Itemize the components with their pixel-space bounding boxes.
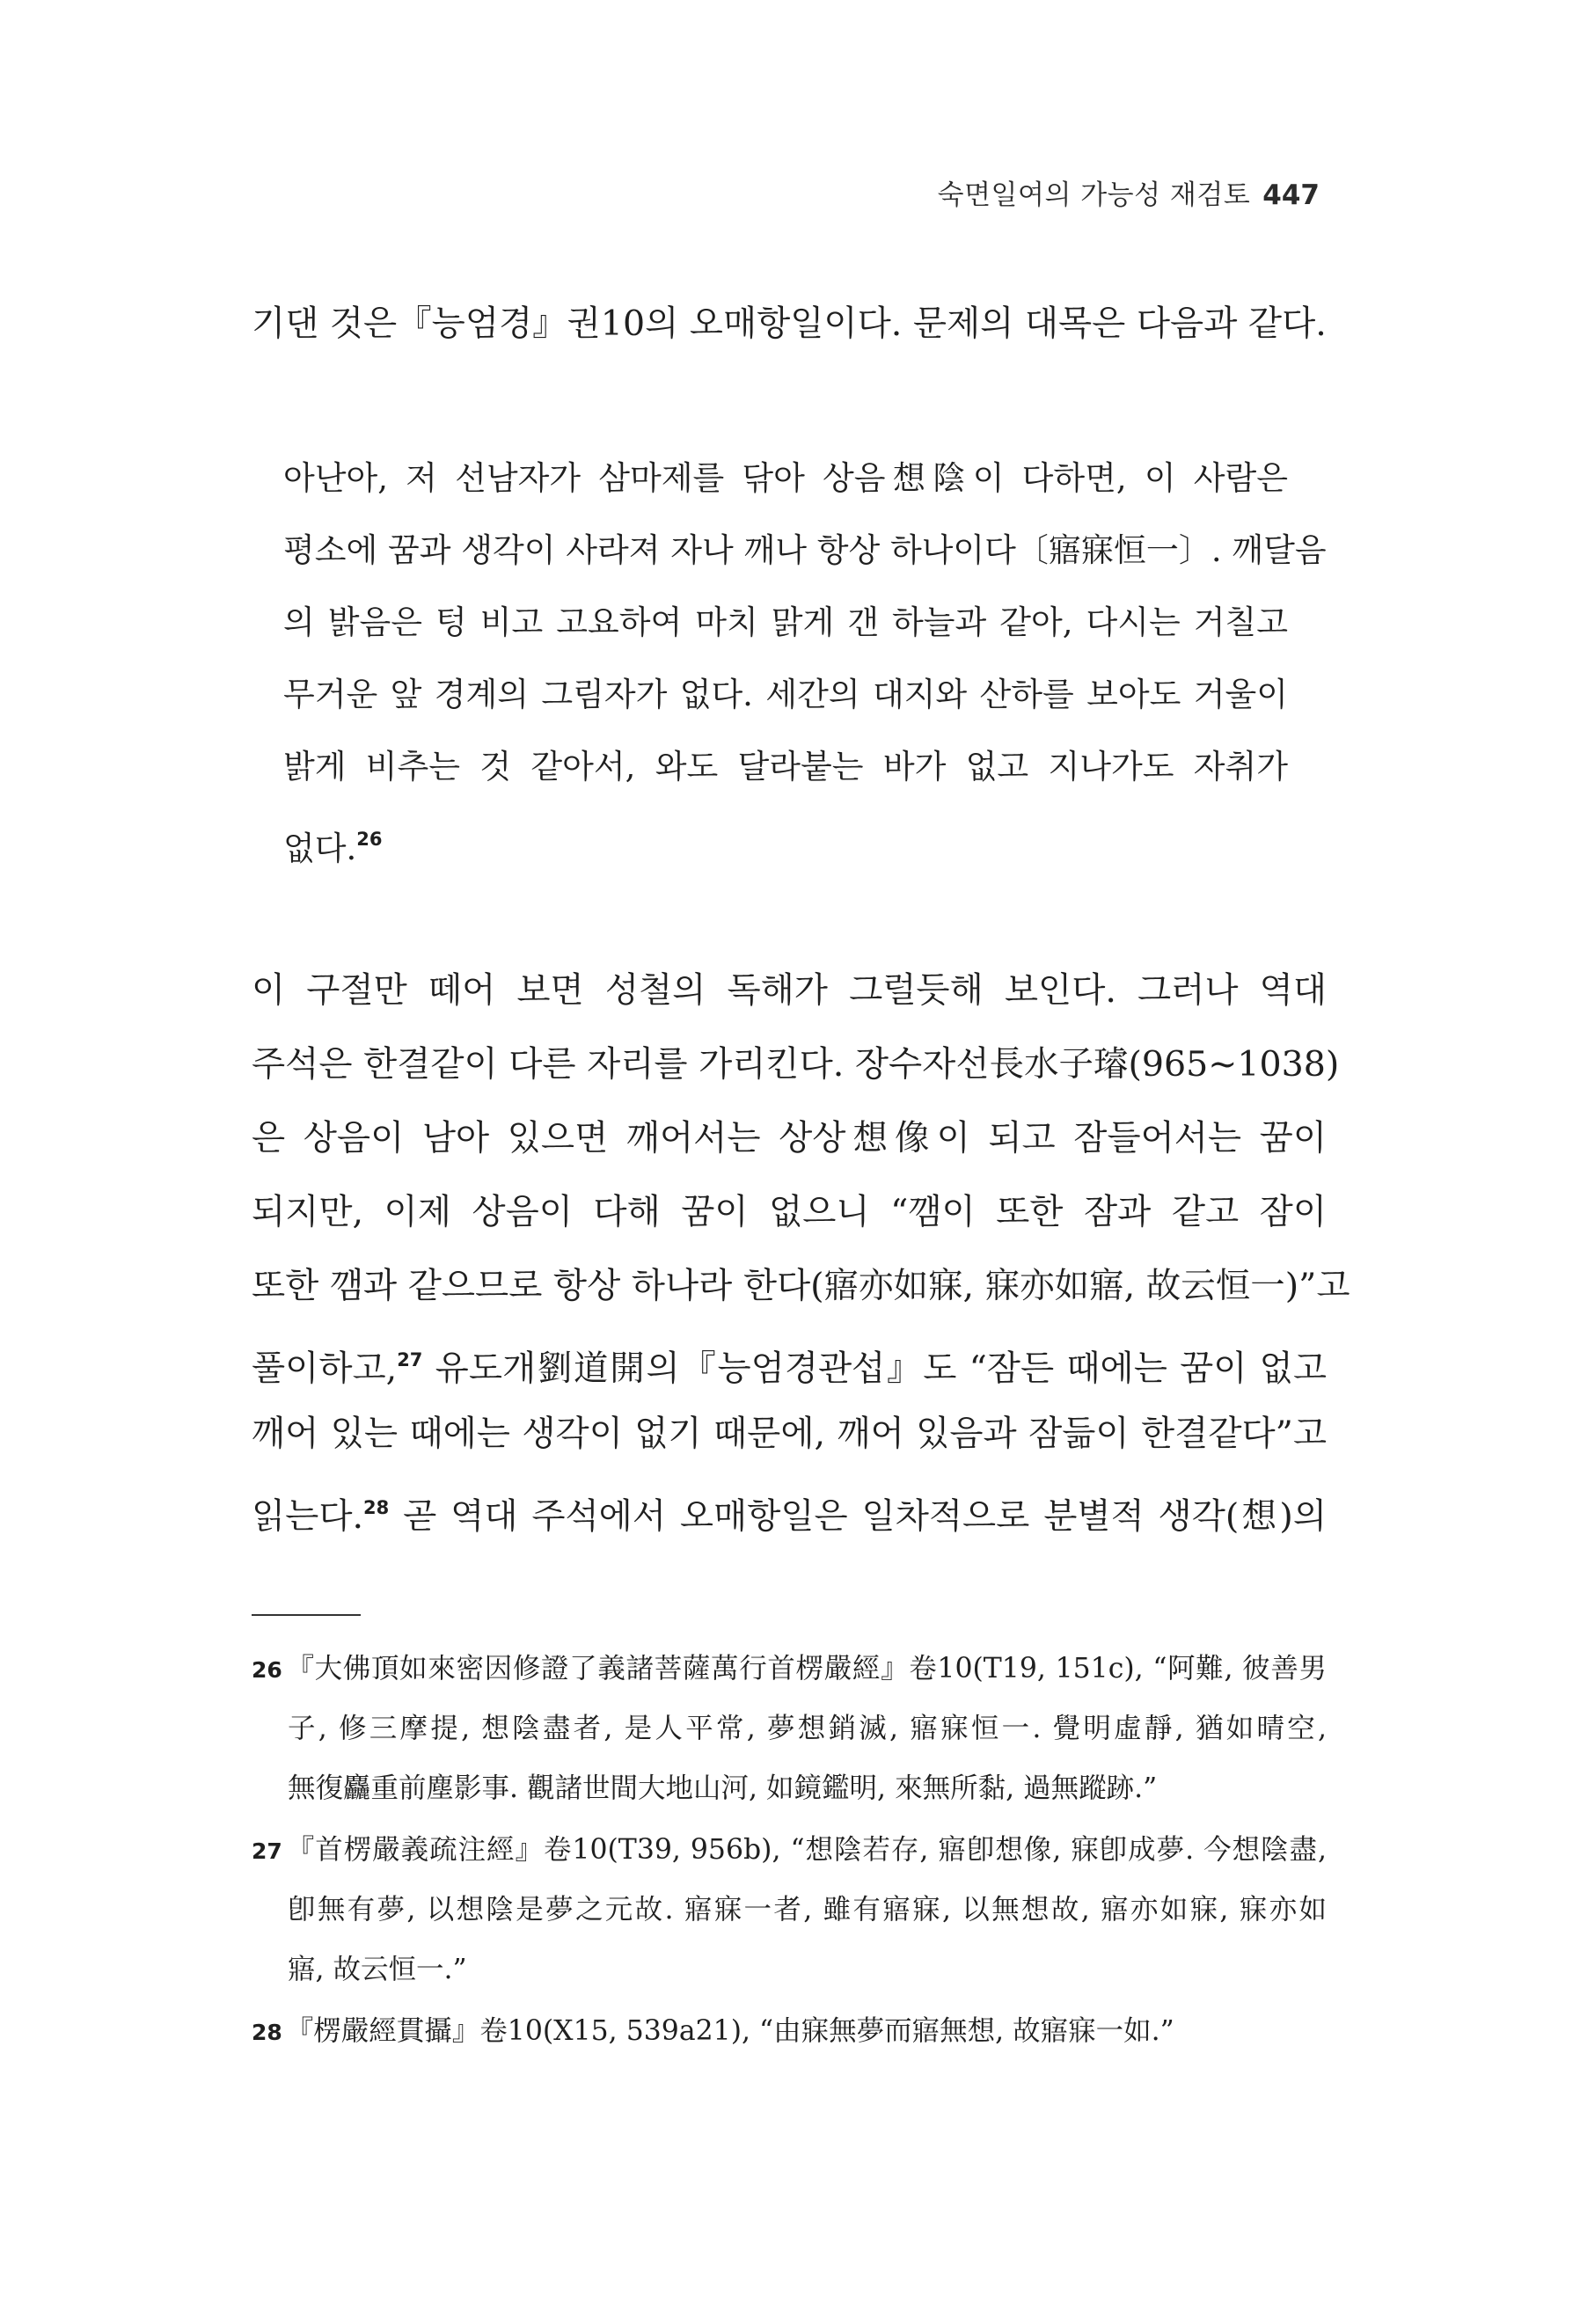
footnote-line: 無復麤重前塵影事. 觀諸世間大地山河, 如鏡鑑明, 來無所黏, 過無蹤跡.” xyxy=(288,1772,1158,1804)
footnote-27 xyxy=(252,1828,1327,1874)
footnote-26 xyxy=(252,1647,1327,1692)
body-line: 또한 깸과 같으므로 항상 하나라 한다(寤亦如寐, 寐亦如寤, 故云恒一)”고 xyxy=(252,1266,1350,1306)
body-line: 주석은 한결같이 다른 자리를 가리킨다. 장수자선長水子璿(965~1038) xyxy=(252,1044,1340,1085)
footnote-line: 寤, 故云恒一.” xyxy=(288,1954,467,1985)
footnote-number: 28 xyxy=(252,2020,282,2045)
quote-end-text: 없다. xyxy=(283,829,357,867)
footnote-text: 『楞嚴經貫攝』卷10(X15, 539a21), “由寐無夢而寤無想, 故寤寐一如.” xyxy=(285,2015,1174,2047)
footnote-ref-26[interactable]: 26 xyxy=(356,829,383,850)
quote-line: 평소에 꿈과 생각이 사라져 자나 깨나 항상 하나이다〔寤寐恒一〕. 깨달음 xyxy=(283,531,1327,569)
footnote-text: 『首楞嚴義疏注經』卷10(T39, 956b), “想陰若存, 寤卽想像, 寐卽成夢. 今想陰盡, xyxy=(285,1834,1327,1866)
footnote-28 xyxy=(252,2009,1327,2055)
body-text: 읽는다. xyxy=(252,1496,364,1537)
running-title: 숙면일여의 가능성 재검토 xyxy=(937,179,1251,211)
body-line: 되지만, 이제 상음이 다해 꿈이 없으니 “깸이 또한 잠과 같고 잠이 xyxy=(252,1192,1327,1232)
body-line: 깨어 있는 때에는 생각이 없기 때문에, 깨어 있음과 잠듦이 한결같다”고 xyxy=(252,1414,1327,1454)
footnote-ref-27[interactable]: 27 xyxy=(397,1349,423,1370)
footnote-ref-28[interactable]: 28 xyxy=(363,1497,390,1518)
quote-line: 아난아, 저 선남자가 삼마제를 닦아 상음想陰이 다하면, 이 사람은 xyxy=(283,459,1288,497)
quote-last-line xyxy=(283,815,1288,873)
quote-line: 밝게 비추는 것 같아서, 와도 달라붙는 바가 없고 지나가도 자취가 xyxy=(283,748,1288,786)
body-line-with-ref xyxy=(252,1483,1327,1541)
footnote-text: 『大佛頂如來密因修證了義諸菩薩萬行首楞嚴經』卷10(T19, 151c), “阿難, 彼善男 xyxy=(285,1653,1327,1685)
footnote-number: 26 xyxy=(252,1657,282,1683)
footnote-number: 27 xyxy=(252,1838,282,1864)
body-line-with-ref xyxy=(252,1335,1327,1393)
page-number: 447 xyxy=(1262,179,1320,211)
running-header xyxy=(938,172,1320,212)
body-line: 은 상음이 남아 있으면 깨어서는 상상想像이 되고 잠들어서는 꿈이 xyxy=(252,1118,1327,1158)
quote-line: 무거운 앞 경계의 그림자가 없다. 세간의 대지와 산하를 보아도 거울이 xyxy=(283,676,1288,713)
intro-line: 기댄 것은『능엄경』권10의 오매항일이다. 문제의 대목은 다음과 같다. xyxy=(252,303,1327,344)
footnote-line: 子, 修三摩提, 想陰盡者, 是人平常, 夢想銷滅, 寤寐恒一. 覺明虛靜, 猶如晴空, xyxy=(288,1713,1327,1744)
body-text: 곧 역대 주석에서 오매항일은 일차적으로 분별적 생각(想)의 xyxy=(389,1496,1327,1537)
footnote-line: 卽無有夢, 以想陰是夢之元故. 寤寐一者, 雖有寤寐, 以無想故, 寤亦如寐, 寐亦如 xyxy=(288,1894,1327,1926)
body-line: 이 구절만 떼어 보면 성철의 독해가 그럴듯해 보인다. 그러나 역대 xyxy=(252,970,1327,1011)
body-text: 유도개劉道開의『능엄경관섭』도 “잠든 때에는 꿈이 없고 xyxy=(422,1348,1327,1389)
footnote-divider xyxy=(252,1614,361,1616)
quote-line: 의 밝음은 텅 비고 고요하여 마치 맑게 갠 하늘과 같아, 다시는 거칠고 xyxy=(283,603,1288,641)
body-text: 풀이하고, xyxy=(252,1348,398,1389)
